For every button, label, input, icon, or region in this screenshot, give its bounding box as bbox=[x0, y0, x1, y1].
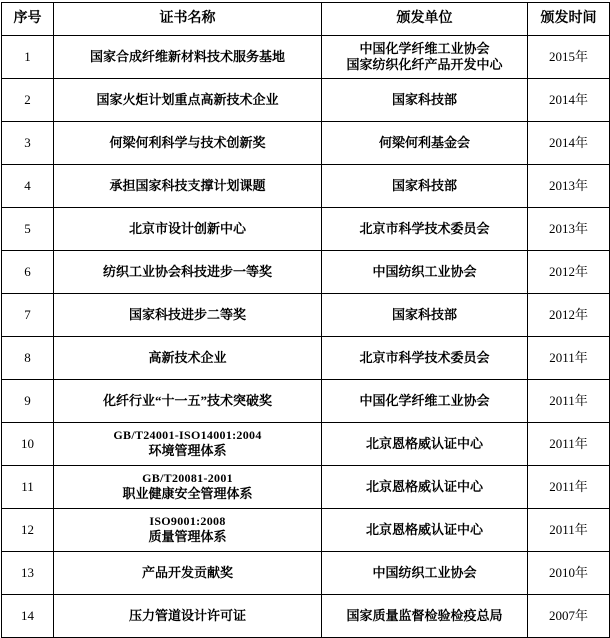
cell-certificate-name bbox=[54, 122, 322, 165]
cell-sequence-number: 5 bbox=[2, 208, 54, 251]
cell-issuing-organization bbox=[322, 423, 528, 466]
cell-issuing-organization bbox=[322, 552, 528, 595]
cell-sequence-number: 8 bbox=[2, 337, 54, 380]
cell-issuing-organization bbox=[322, 36, 528, 79]
certificate-name-line: 化纤行业“十一五”技术突破奖 bbox=[102, 392, 272, 408]
table-row bbox=[2, 466, 610, 509]
cell-issue-date: 2012年 bbox=[528, 251, 610, 294]
cell-sequence-number: 13 bbox=[2, 552, 54, 595]
cell-certificate-name bbox=[54, 165, 322, 208]
issuing-organization-line: 中国纺织工业协会 bbox=[372, 564, 477, 580]
table-row bbox=[2, 122, 610, 165]
cell-issue-date: 2013年 bbox=[528, 165, 610, 208]
cell-certificate-name bbox=[54, 509, 322, 552]
table-header-row bbox=[2, 3, 610, 36]
column-header-name: 证书名称 bbox=[54, 3, 322, 36]
cell-issuing-organization bbox=[322, 208, 528, 251]
cell-issuing-organization bbox=[322, 79, 528, 122]
certificate-name-line: 职业健康安全管理体系 bbox=[122, 486, 253, 502]
cell-sequence-number: 7 bbox=[2, 294, 54, 337]
certificate-name-line: 压力管道设计许可证 bbox=[128, 607, 246, 623]
issuing-organization-line: 国家质量监督检验检疫总局 bbox=[346, 607, 503, 623]
cell-sequence-number: 4 bbox=[2, 165, 54, 208]
table-row bbox=[2, 595, 610, 638]
cell-certificate-name bbox=[54, 423, 322, 466]
issuing-organization-line: 北京市科学技术委员会 bbox=[359, 349, 490, 365]
cell-certificate-name bbox=[54, 208, 322, 251]
issuing-organization-line: 北京市科学技术委员会 bbox=[359, 220, 490, 236]
cell-sequence-number: 2 bbox=[2, 79, 54, 122]
certificate-name-line: 国家合成纤维新材料技术服务基地 bbox=[89, 48, 285, 64]
cell-issuing-organization bbox=[322, 466, 528, 509]
table-row bbox=[2, 337, 610, 380]
certificate-name-line: ISO9001:2008 bbox=[149, 514, 226, 529]
certificate-name-line: 质量管理体系 bbox=[148, 529, 227, 545]
cell-sequence-number: 11 bbox=[2, 466, 54, 509]
table-row bbox=[2, 509, 610, 552]
cell-issue-date: 2011年 bbox=[528, 380, 610, 423]
cell-certificate-name bbox=[54, 337, 322, 380]
cell-issuing-organization bbox=[322, 337, 528, 380]
cell-issue-date: 2014年 bbox=[528, 79, 610, 122]
table-row bbox=[2, 165, 610, 208]
certificates-table bbox=[1, 2, 610, 638]
cell-issuing-organization bbox=[322, 380, 528, 423]
cell-sequence-number: 3 bbox=[2, 122, 54, 165]
table-row bbox=[2, 423, 610, 466]
table-row bbox=[2, 552, 610, 595]
certificate-name-line: 承担国家科技支撑计划课题 bbox=[109, 177, 266, 193]
cell-sequence-number: 14 bbox=[2, 595, 54, 638]
issuing-organization-line: 国家纺织化纤产品开发中心 bbox=[346, 57, 503, 72]
certificate-name-line: 产品开发贡献奖 bbox=[141, 564, 233, 580]
cell-issue-date: 2007年 bbox=[528, 595, 610, 638]
certificate-name-line: 国家科技进步二等奖 bbox=[128, 306, 246, 322]
table-row bbox=[2, 36, 610, 79]
cell-issuing-organization bbox=[322, 595, 528, 638]
table-header bbox=[2, 3, 610, 36]
cell-certificate-name bbox=[54, 595, 322, 638]
issuing-organization-line: 中国化学纤维工业协会 bbox=[359, 40, 490, 56]
table-row bbox=[2, 294, 610, 337]
issuing-organization-line: 中国化学纤维工业协会 bbox=[359, 392, 490, 408]
cell-issuing-organization bbox=[322, 509, 528, 552]
table-row bbox=[2, 380, 610, 423]
certificate-name-line: 北京市设计创新中心 bbox=[128, 220, 246, 236]
certificate-name-line: 国家火炬计划重点高新技术企业 bbox=[96, 91, 279, 107]
issuing-organization-line: 北京恩格威认证中心 bbox=[365, 478, 483, 494]
issuing-organization-line: 北京恩格威认证中心 bbox=[365, 435, 483, 451]
cell-issuing-organization bbox=[322, 165, 528, 208]
cell-issue-date: 2010年 bbox=[528, 552, 610, 595]
cell-certificate-name bbox=[54, 251, 322, 294]
table-body bbox=[2, 36, 610, 638]
cell-issue-date: 2011年 bbox=[528, 466, 610, 509]
cell-issue-date: 2011年 bbox=[528, 509, 610, 552]
cell-issue-date: 2015年 bbox=[528, 36, 610, 79]
issuing-organization-line: 中国纺织工业协会 bbox=[372, 263, 477, 279]
certificate-name-line: GB/T20081-2001 bbox=[142, 471, 233, 486]
issuing-organization-line: 何梁何利基金会 bbox=[378, 134, 470, 150]
cell-sequence-number: 1 bbox=[2, 36, 54, 79]
certificate-name-line: 何梁何利科学与技术创新奖 bbox=[109, 134, 266, 150]
cell-sequence-number: 6 bbox=[2, 251, 54, 294]
cell-issue-date: 2011年 bbox=[528, 337, 610, 380]
cell-sequence-number: 9 bbox=[2, 380, 54, 423]
table-row bbox=[2, 208, 610, 251]
cell-certificate-name bbox=[54, 79, 322, 122]
cell-certificate-name bbox=[54, 552, 322, 595]
cell-certificate-name bbox=[54, 294, 322, 337]
column-header-no: 序号 bbox=[2, 3, 54, 36]
cell-issuing-organization bbox=[322, 294, 528, 337]
certificate-name-line: 环境管理体系 bbox=[148, 443, 227, 459]
cell-issue-date: 2011年 bbox=[528, 423, 610, 466]
certificate-name-line: 高新技术企业 bbox=[148, 349, 227, 365]
certificate-name-line: GB/T24001-ISO14001:2004 bbox=[113, 428, 262, 443]
cell-issuing-organization bbox=[322, 251, 528, 294]
cell-certificate-name bbox=[54, 466, 322, 509]
issuing-organization-line: 国家科技部 bbox=[391, 91, 457, 107]
certificate-name-line: 纺织工业协会科技进步一等奖 bbox=[102, 263, 272, 279]
table-row bbox=[2, 79, 610, 122]
cell-issue-date: 2012年 bbox=[528, 294, 610, 337]
issuing-organization-line: 北京恩格威认证中心 bbox=[365, 521, 483, 537]
issuing-organization-line: 国家科技部 bbox=[391, 306, 457, 322]
cell-sequence-number: 10 bbox=[2, 423, 54, 466]
cell-issue-date: 2014年 bbox=[528, 122, 610, 165]
cell-sequence-number: 12 bbox=[2, 509, 54, 552]
issuing-organization-line: 国家科技部 bbox=[391, 177, 457, 193]
cell-certificate-name bbox=[54, 36, 322, 79]
column-header-date: 颁发时间 bbox=[528, 3, 610, 36]
table-row bbox=[2, 251, 610, 294]
cell-certificate-name bbox=[54, 380, 322, 423]
cell-issue-date: 2013年 bbox=[528, 208, 610, 251]
cell-issuing-organization bbox=[322, 122, 528, 165]
column-header-org: 颁发单位 bbox=[322, 3, 528, 36]
